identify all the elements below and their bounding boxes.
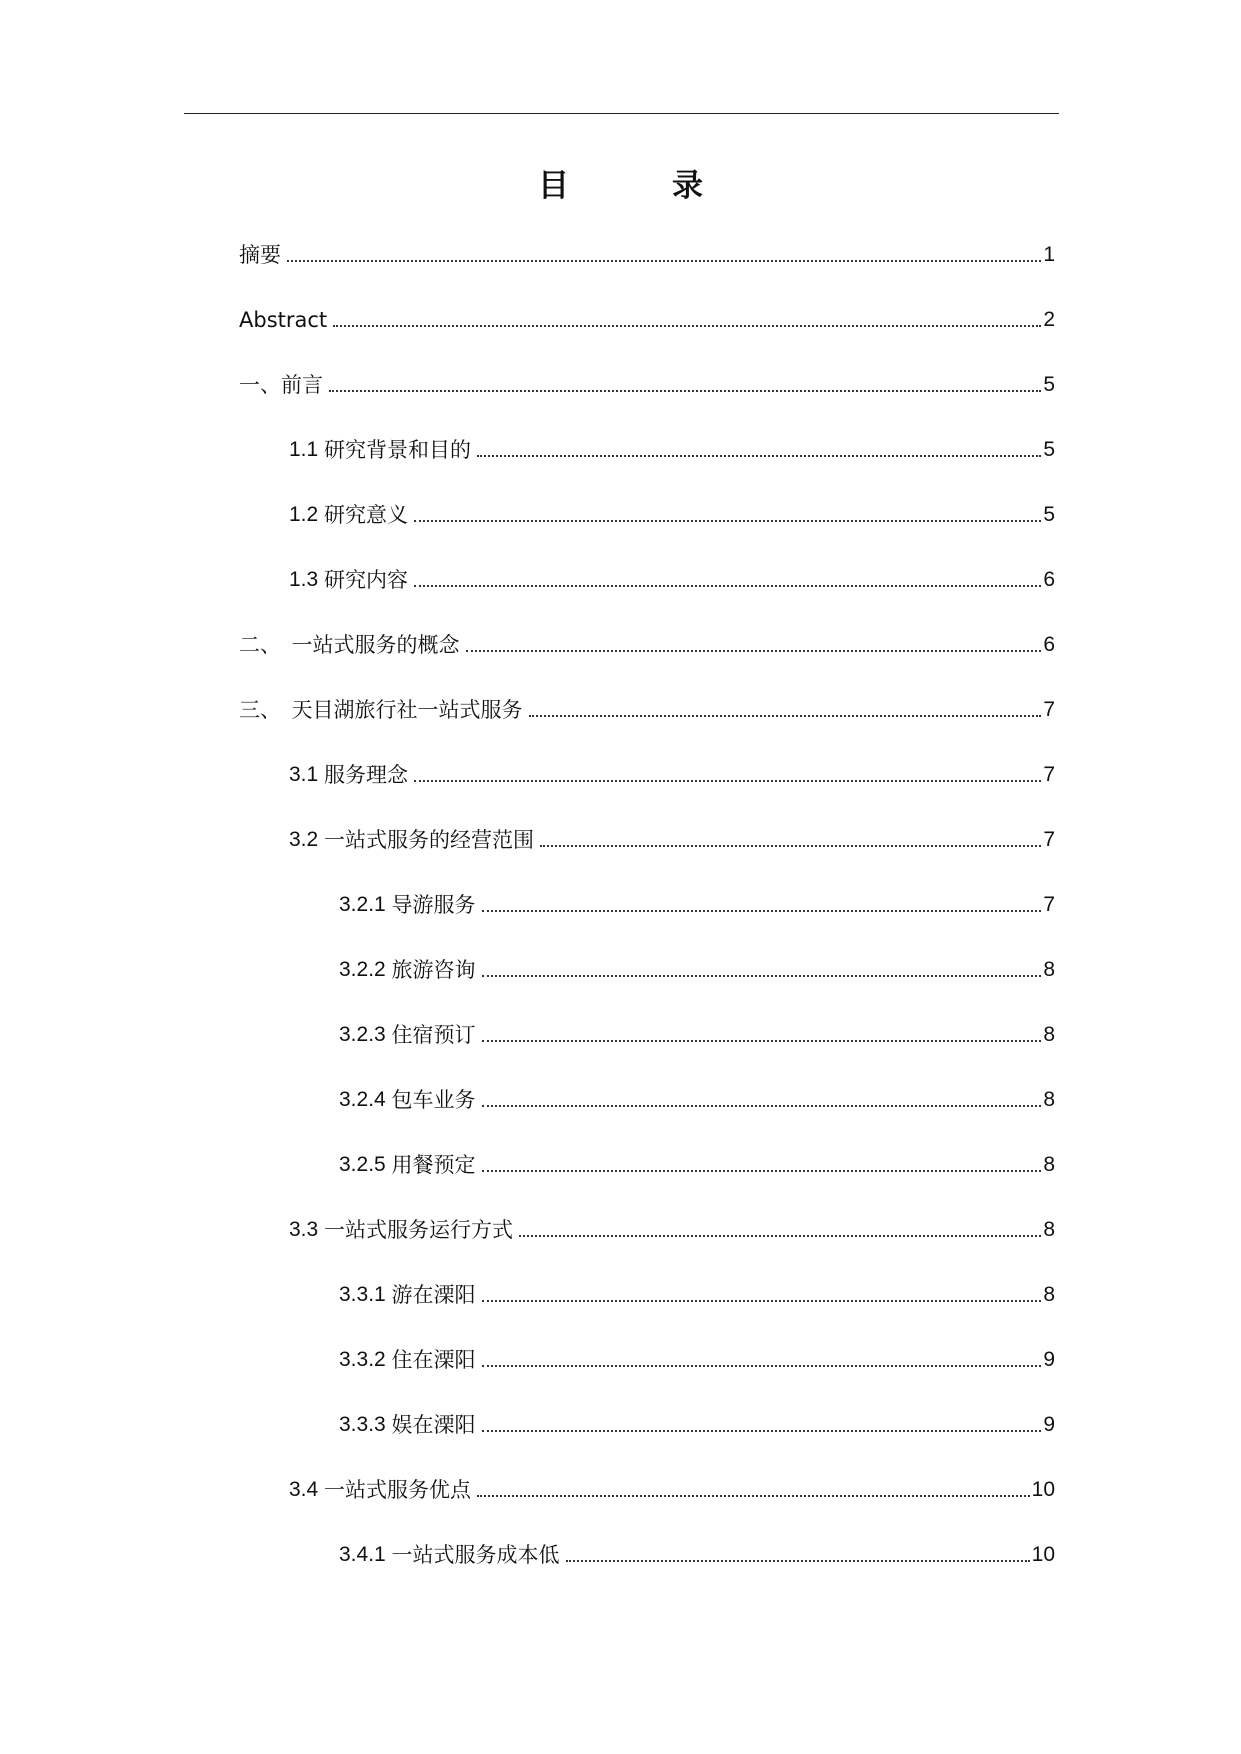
toc-entry-chapter-2[interactable]	[239, 630, 1055, 660]
toc-entry-page: 5	[1043, 438, 1055, 461]
toc-entry-3-4-1[interactable]	[339, 1540, 1055, 1570]
toc-entry-page: 8	[1043, 1283, 1055, 1306]
toc-entry-chapter-1[interactable]	[239, 370, 1055, 400]
toc-entry-3-2-1[interactable]	[339, 890, 1055, 920]
toc-entry-label: 研究内容	[324, 568, 409, 592]
toc-entry-label: 娱在溧阳	[391, 1413, 476, 1437]
toc-entry-page: 7	[1043, 698, 1055, 721]
toc-dot-leader	[466, 650, 1042, 652]
page-title: 目 录	[538, 168, 739, 204]
toc-entry-3-2-5[interactable]	[339, 1150, 1055, 1180]
toc-entry-page: 8	[1043, 1023, 1055, 1046]
toc-entry-label: 游在溧阳	[391, 1283, 476, 1307]
toc-entry-page: 10	[1031, 1543, 1055, 1566]
toc-entry-label: 研究背景和目的	[324, 438, 472, 462]
toc-entry-3-4[interactable]	[289, 1475, 1055, 1505]
toc-entry-3-2-2[interactable]	[339, 955, 1055, 985]
toc-entry-3-3-3[interactable]	[339, 1410, 1055, 1440]
toc-dot-leader	[287, 260, 1041, 262]
toc-entry-number: 3.2.1	[339, 893, 392, 916]
toc-entry-page: 8	[1043, 1088, 1055, 1111]
toc-entry-label: 一站式服务的经营范围	[324, 828, 535, 852]
toc-dot-leader	[519, 1235, 1041, 1237]
toc-entry-number: 3.4	[289, 1478, 325, 1501]
toc-entry-3-2[interactable]	[289, 825, 1055, 855]
toc-entry-label: 住宿预订	[391, 1023, 476, 1047]
toc-dot-leader	[566, 1560, 1030, 1562]
toc-entry-label: 旅游咨询	[391, 958, 476, 982]
toc-entry-number: 3.3	[289, 1218, 325, 1241]
toc-entry-label: 服务理念	[324, 763, 409, 787]
toc-entry-number: 1.3	[289, 568, 325, 591]
toc-dot-leader	[477, 455, 1041, 457]
toc-dot-leader	[482, 1300, 1042, 1302]
toc-dot-leader	[414, 585, 1041, 587]
toc-entry-label: 一站式服务运行方式	[324, 1218, 514, 1242]
toc-dot-leader	[333, 325, 1041, 327]
toc-entry-3-2-3[interactable]	[339, 1020, 1055, 1050]
toc-entry-3-3-1[interactable]	[339, 1280, 1055, 1310]
toc-entry-page: 5	[1043, 503, 1055, 526]
toc-entry-label: 三、 天目湖旅行社一站式服务	[239, 698, 523, 722]
toc-entry-number: 3.2.4	[339, 1088, 392, 1111]
toc-entry-label: 一站式服务成本低	[391, 1543, 560, 1567]
toc-entry-3-3[interactable]	[289, 1215, 1055, 1245]
toc-entry-label: 一、前言	[239, 373, 323, 397]
toc-entry-number: 3.3.3	[339, 1413, 392, 1436]
toc-entry-page: 6	[1043, 568, 1055, 591]
toc-dot-leader	[482, 975, 1042, 977]
toc-entry-1-3[interactable]	[289, 565, 1055, 595]
toc-entry-page: 7	[1043, 763, 1055, 786]
toc-entry-abstract-cn[interactable]	[239, 240, 1055, 270]
toc-entry-number: 3.4.1	[339, 1543, 392, 1566]
toc-dot-leader	[329, 390, 1041, 392]
toc-entry-number: 3.3.1	[339, 1283, 392, 1306]
toc-dot-leader	[414, 780, 1041, 782]
toc-entry-number: 3.2.2	[339, 958, 392, 981]
toc-entry-label: 住在溧阳	[391, 1348, 476, 1372]
toc-entry-number: 3.2	[289, 828, 325, 851]
toc-dot-leader	[529, 715, 1042, 717]
toc-entry-number: 3.3.2	[339, 1348, 392, 1371]
toc-entry-number: 1.1	[289, 438, 325, 461]
toc-entry-page: 7	[1043, 893, 1055, 916]
toc-entry-label: 一站式服务优点	[324, 1478, 472, 1502]
toc-entry-label: 二、 一站式服务的概念	[239, 633, 460, 657]
toc-dot-leader	[482, 1040, 1042, 1042]
toc-entry-number: 3.1	[289, 763, 325, 786]
toc-dot-leader	[482, 1170, 1042, 1172]
toc-entry-3-3-2[interactable]	[339, 1345, 1055, 1375]
toc-entry-label: 摘要	[239, 243, 281, 267]
toc-entry-page: 5	[1043, 373, 1055, 396]
toc-dot-leader	[482, 1105, 1042, 1107]
toc-entry-page: 10	[1031, 1478, 1055, 1501]
toc-entry-1-1[interactable]	[289, 435, 1055, 465]
toc-dot-leader	[477, 1495, 1030, 1497]
toc-entry-page: 1	[1043, 243, 1055, 266]
toc-dot-leader	[414, 520, 1041, 522]
toc-entry-number: 3.2.3	[339, 1023, 392, 1046]
toc-entry-number: 3.2.5	[339, 1153, 392, 1176]
toc-entry-page: 2	[1043, 308, 1055, 331]
toc-dot-leader	[482, 910, 1042, 912]
toc-entry-page: 6	[1043, 633, 1055, 656]
toc-entry-page: 7	[1043, 828, 1055, 851]
toc-dot-leader	[540, 845, 1041, 847]
toc-entry-page: 8	[1043, 958, 1055, 981]
toc-entry-3-1[interactable]	[289, 760, 1055, 790]
toc-entry-abstract-en[interactable]	[239, 305, 1055, 335]
toc-entry-chapter-3[interactable]	[239, 695, 1055, 725]
toc-entry-label: 包车业务	[391, 1088, 476, 1112]
toc-entry-page: 9	[1043, 1413, 1055, 1436]
toc-entry-label: Abstract	[239, 308, 328, 332]
toc-dot-leader	[482, 1365, 1042, 1367]
toc-dot-leader	[482, 1430, 1042, 1432]
toc-entry-page: 8	[1043, 1153, 1055, 1176]
toc-entry-3-2-4[interactable]	[339, 1085, 1055, 1115]
toc-entry-label: 导游服务	[391, 893, 476, 917]
toc-entry-page: 9	[1043, 1348, 1055, 1371]
toc-entry-1-2[interactable]	[289, 500, 1055, 530]
toc-entry-label: 研究意义	[324, 503, 409, 527]
toc-entry-page: 8	[1043, 1218, 1055, 1241]
toc-entry-number: 1.2	[289, 503, 325, 526]
toc-entry-label: 用餐预定	[391, 1153, 476, 1177]
